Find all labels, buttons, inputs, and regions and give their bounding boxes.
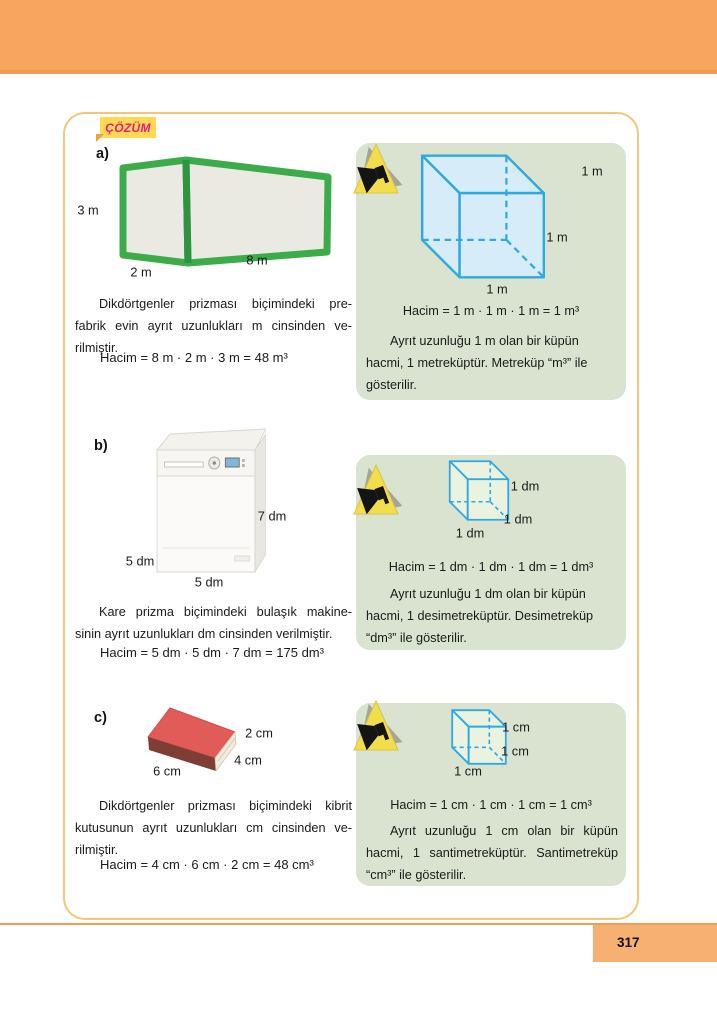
- section-a-label: a): [96, 146, 109, 162]
- text-line: Ayrıt uzunluğu 1 m olan bir küpün: [390, 334, 579, 348]
- unit-cube-figure-a: [408, 151, 558, 282]
- text-line: Ayrıt uzunluğu 1 dm olan bir küpün: [390, 587, 586, 601]
- cube-c-edge-bottom: 1 cm: [454, 763, 482, 779]
- dim-width-c: 6 cm: [153, 763, 181, 779]
- text-line: sinin ayrıt uzunlukları dm cinsinden verilmiştir.: [75, 627, 333, 641]
- button-2: [242, 464, 245, 467]
- text-line: hacmi, 1 desimetreküptür. Desimetreküp: [366, 609, 594, 623]
- text-line: “cm³” ile gösterilir.: [366, 868, 467, 882]
- dishwasher-figure: [146, 428, 266, 578]
- dim-width-a: 8 m: [246, 252, 268, 268]
- info-b-volume-formula: Hacim = 1 dm · 1 dm · 1 dm = 1 dm³: [388, 560, 594, 574]
- dim-depth-c: 4 cm: [234, 752, 262, 768]
- prism-front-face: [186, 160, 328, 263]
- info-b-note: [366, 583, 618, 649]
- text-line: Dikdörtgenler prizması biçimindeki kibrit: [99, 799, 352, 813]
- cube-c-edge-top: 1 cm: [502, 719, 530, 735]
- dim-height-a: 3 m: [77, 202, 99, 218]
- cube-b-edge-bottom: 1 dm: [455, 525, 485, 541]
- section-b-paragraph: [75, 601, 352, 645]
- section-c-label: c): [94, 710, 107, 726]
- text-line: gösterilir.: [366, 378, 417, 392]
- dim-depth-b: 5 dm: [125, 553, 155, 569]
- section-c-paragraph: [75, 795, 352, 861]
- prism-corner-post: [186, 160, 188, 263]
- vent: [235, 556, 250, 561]
- text-line: Kare prizma biçimindeki bulaşık makine-: [99, 605, 352, 619]
- text-line: fabrik evin ayrıt uzunlukları m cinsinden ve-: [75, 319, 352, 333]
- text-line: hacmi, 1 santimetreküptür. Santimetreküp: [366, 846, 618, 860]
- info-a-volume-formula: Hacim = 1 m · 1 m · 1 m = 1 m³: [402, 304, 580, 318]
- solution-badge: [100, 117, 156, 138]
- text-line: hacmi, 1 metreküptür. Metreküp “m³” ile: [366, 356, 588, 370]
- knob-dot: [213, 461, 216, 465]
- page-number-tab: [593, 925, 717, 962]
- cube-b-edge-top: 1 dm: [510, 478, 540, 494]
- text-line: “dm³” ile gösterilir.: [366, 631, 467, 645]
- text-line: rilmiştir.: [75, 341, 118, 355]
- cube-a-edge-top: 1 m: [581, 163, 603, 179]
- megaphone-icon: [349, 694, 403, 756]
- dim-height-c: 2 cm: [245, 725, 273, 741]
- prefab-prism-figure: [63, 148, 348, 283]
- cube-b-edge-right: 1 dm: [503, 511, 533, 527]
- section-a-formula: Hacim = 8 m · 2 m · 3 m = 48 m³: [100, 350, 288, 365]
- door-handle: [164, 462, 203, 467]
- section-c-formula: Hacim = 4 cm · 6 cm · 2 cm = 48 cm³: [100, 857, 314, 872]
- text-line: Ayrıt uzunluğu 1 cm olan bir küpün: [390, 824, 618, 838]
- button-1: [242, 459, 245, 462]
- dishwasher-top: [157, 429, 266, 450]
- page-number: 317: [617, 935, 640, 950]
- section-b-formula: Hacim = 5 dm · 5 dm · 7 dm = 175 dm³: [100, 645, 324, 660]
- info-c-volume-formula: Hacim = 1 cm · 1 cm · 1 cm = 1 cm³: [390, 798, 592, 812]
- solution-badge-label: ÇÖZÜM: [105, 120, 151, 135]
- dishwasher-side: [255, 434, 266, 572]
- cube-c-edge-right: 1 cm: [501, 743, 529, 759]
- info-a-note: [366, 330, 618, 396]
- text-line: rilmiştir.: [75, 843, 118, 857]
- dim-depth-a: 2 m: [130, 264, 152, 280]
- header-bar: [0, 0, 717, 74]
- text-line: kutusunun ayrıt uzunlukları cm cinsinden ve-: [75, 821, 352, 835]
- megaphone-icon: [349, 137, 403, 199]
- display: [225, 458, 239, 467]
- info-c-note: [366, 820, 618, 886]
- prism-left-face: [123, 160, 188, 263]
- text-line: Dikdörtgenler prizması biçimindeki pre-: [99, 297, 352, 311]
- cube-a-edge-bottom: 1 m: [486, 281, 508, 297]
- dim-width-b: 5 dm: [194, 574, 224, 590]
- megaphone-icon: [349, 458, 403, 520]
- dim-height-b: 7 dm: [257, 508, 287, 524]
- section-b-label: b): [94, 438, 108, 454]
- cube-a-edge-right: 1 m: [546, 229, 568, 245]
